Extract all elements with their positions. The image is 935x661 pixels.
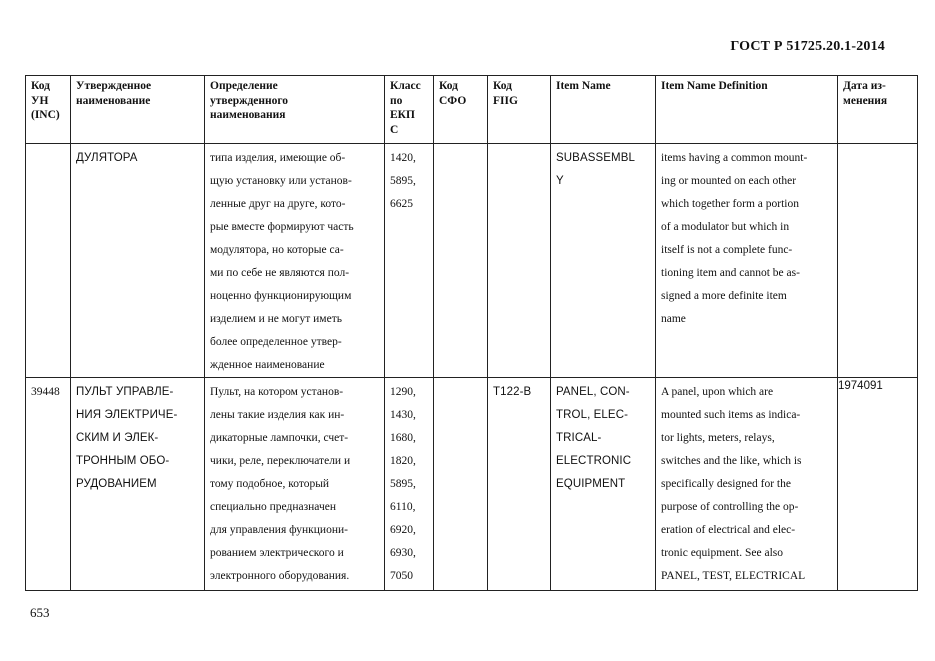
col-header-sfo-code — [434, 76, 488, 144]
cell-text-line: жденное наименование — [210, 359, 325, 371]
table-row — [26, 378, 918, 591]
cell-text-line: of a modulator but which in — [661, 221, 790, 233]
col-header-fiig-code — [488, 76, 551, 144]
col-header-line: С — [390, 123, 399, 136]
cell-text-line: switches and the like, which is — [661, 455, 802, 467]
cell-text-line: 1974091 — [838, 380, 883, 392]
cell-text-line: 1420, — [390, 152, 416, 164]
cell-change-date — [838, 378, 918, 591]
cell-text-line: ноценно функционирующим — [210, 290, 352, 302]
cell-text-line: Y — [556, 175, 564, 187]
cell-text-line: лены такие изделия как ин- — [210, 409, 345, 421]
col-header-item-definition — [656, 76, 838, 144]
cell-text-line: 1290, — [390, 386, 416, 398]
cell-fiig-code — [488, 378, 551, 591]
cell-text-line: 6920, — [390, 524, 416, 536]
col-header-line: Код — [31, 80, 51, 92]
cell-text-line: 1430, — [390, 409, 416, 421]
cell-text-line: eration of electrical and elec- — [661, 524, 796, 536]
catalog-table — [25, 75, 918, 591]
cell-sfo-code — [434, 378, 488, 591]
document-code: ГОСТ Р 51725.20.1-2014 — [730, 39, 885, 54]
col-header-line: FIIG — [493, 94, 518, 107]
col-header-definition — [205, 76, 385, 144]
cell-approved-name — [71, 378, 205, 591]
col-header-line: Дата из- — [843, 80, 886, 92]
col-header-line: Определение — [210, 80, 278, 92]
page-number: 653 — [30, 605, 50, 620]
cell-text-line: 6930, — [390, 547, 416, 559]
cell-item-definition — [656, 144, 838, 378]
col-header-line: Item Name — [556, 80, 611, 92]
cell-text-line: модулятора, но которые са- — [210, 244, 344, 256]
cell-inc — [26, 378, 71, 591]
cell-ekps-class — [385, 144, 434, 378]
cell-text-line: более определенное утвер- — [210, 336, 342, 348]
cell-text-line: itself is not a complete func- — [661, 244, 793, 256]
cell-text-line: PANEL, CON- — [556, 386, 630, 398]
cell-text-line: ПУЛЬТ УПРАВЛЕ- — [76, 386, 174, 398]
cell-text-line: 39448 — [31, 386, 60, 398]
cell-text-line: электронного оборудования. — [210, 570, 350, 582]
cell-text-line: 6110, — [390, 501, 416, 513]
cell-fiig-code — [488, 144, 551, 378]
cell-text-line: tioning item and cannot be as- — [661, 267, 800, 279]
col-header-approved-name — [71, 76, 205, 144]
cell-text-line: ДУЛЯТОРА — [76, 152, 138, 164]
cell-item-name — [551, 378, 656, 591]
cell-text-line: для управления функциони- — [210, 524, 348, 536]
cell-text-line: НИЯ ЭЛЕКТРИЧЕ- — [76, 409, 178, 421]
col-header-inc — [26, 76, 71, 144]
col-header-line: Код — [439, 80, 459, 92]
cell-text-line: ТРОННЫМ ОБО- — [76, 455, 170, 467]
col-header-line: Item Name Definition — [661, 80, 768, 92]
cell-text-line: типа изделия, имеющие об- — [210, 152, 346, 164]
cell-text-line: 6625 — [390, 198, 413, 210]
col-header-change-date — [838, 76, 918, 144]
cell-text-line: TROL, ELEC- — [556, 409, 629, 421]
cell-text-line: specifically designed for the — [661, 478, 791, 490]
cell-text-line: ми по себе не являются пол- — [210, 267, 350, 279]
cell-inc — [26, 144, 71, 378]
cell-text-line: mounted such items as indica- — [661, 409, 801, 421]
cell-text-line: 5895, — [390, 175, 416, 187]
cell-change-date — [838, 144, 918, 378]
cell-text-line: A panel, upon which are — [661, 386, 774, 398]
cell-text-line: Пульт, на котором установ- — [210, 386, 344, 398]
cell-text-line: SUBASSEMBL — [556, 152, 635, 164]
table-header-row — [26, 76, 918, 144]
cell-text-line: ELECTRONIC — [556, 455, 632, 467]
col-header-line: утвержденного — [210, 94, 289, 107]
cell-text-line: purpose of controlling the op- — [661, 501, 799, 513]
col-header-line: ЕКП — [390, 109, 415, 121]
cell-text-line: signed a more definite item — [661, 290, 787, 302]
cell-text-line: дикаторные лампочки, счет- — [210, 432, 349, 444]
cell-text-line: СКИМ И ЭЛЕК- — [76, 432, 159, 444]
col-header-line: по — [390, 94, 403, 107]
col-header-ekps-class — [385, 76, 434, 144]
cell-text-line: ленные друг на друге, кото- — [210, 198, 346, 210]
cell-text-line: тому подобное, который — [210, 478, 330, 490]
cell-text-line: 5895, — [390, 478, 416, 490]
cell-item-definition — [656, 378, 838, 591]
col-header-line: Класс — [390, 80, 421, 92]
cell-text-line: ing or mounted on each other — [661, 175, 797, 187]
cell-definition — [205, 144, 385, 378]
cell-text-line: name — [661, 313, 686, 325]
col-header-item-name — [551, 76, 656, 144]
cell-text-line: items having a common mount- — [661, 152, 808, 164]
cell-text-line: чики, реле, переключатели и — [210, 455, 351, 467]
cell-text-line: tor lights, meters, relays, — [661, 432, 775, 444]
col-header-line: Утвержденное — [76, 80, 152, 92]
cell-text-line: щую установку или установ- — [210, 175, 352, 187]
cell-item-name — [551, 144, 656, 378]
cell-text-line: EQUIPMENT — [556, 478, 626, 490]
table-row — [26, 144, 918, 378]
col-header-line: Код — [493, 80, 513, 92]
cell-text-line: T122-B — [493, 386, 532, 398]
col-header-line: наименования — [210, 109, 286, 121]
cell-text-line: изделием и не могут иметь — [210, 313, 342, 325]
col-header-line: (INC) — [31, 109, 60, 121]
col-header-line: СФО — [439, 94, 467, 107]
cell-text-line: рые вместе формируют часть — [210, 221, 354, 233]
cell-approved-name — [71, 144, 205, 378]
cell-text-line: TRICAL- — [556, 432, 602, 444]
cell-text-line: 7050 — [390, 570, 413, 582]
cell-text-line: tronic equipment. See also — [661, 547, 783, 559]
col-header-line: менения — [843, 94, 888, 107]
cell-text-line: специально предназначен — [210, 501, 336, 513]
cell-sfo-code — [434, 144, 488, 378]
cell-text-line: 1680, — [390, 432, 416, 444]
cell-text-line: рованием электрического и — [210, 547, 344, 559]
col-header-line: наименование — [76, 94, 151, 107]
cell-text-line: PANEL, TEST, ELECTRICAL — [661, 570, 806, 582]
cell-ekps-class — [385, 378, 434, 591]
cell-text-line: 1820, — [390, 455, 416, 467]
col-header-line: УН — [31, 94, 49, 107]
cell-definition — [205, 378, 385, 591]
cell-text-line: which together form a portion — [661, 198, 799, 210]
cell-text-line: РУДОВАНИЕМ — [76, 478, 157, 490]
